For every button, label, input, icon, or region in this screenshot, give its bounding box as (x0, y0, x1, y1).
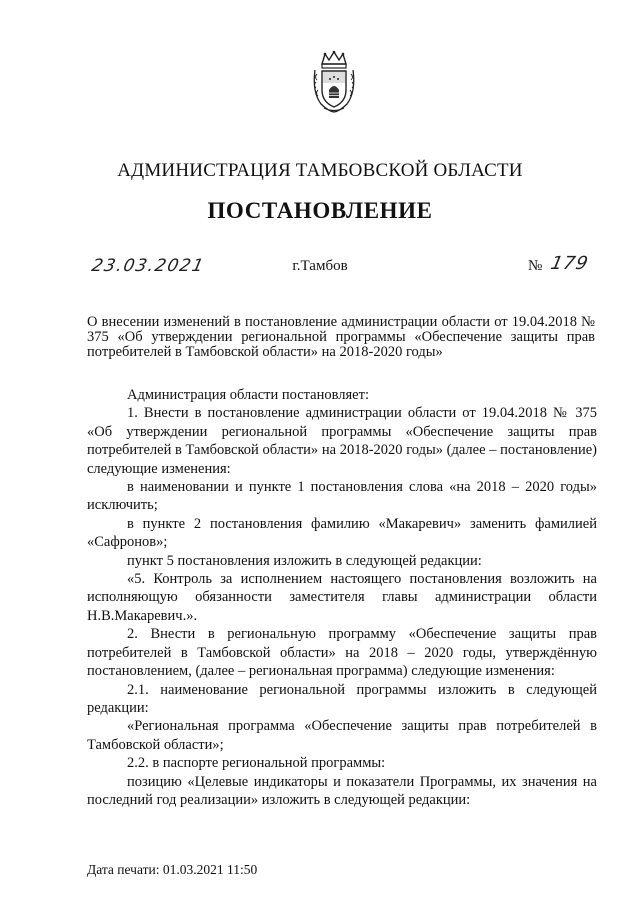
coat-of-arms-emblem (309, 50, 359, 114)
organization-name: АДМИНИСТРАЦИЯ ТАМБОВСКОЙ ОБЛАСТИ (117, 160, 523, 181)
paragraph: позицию «Целевые индикаторы и показатели Программы, их значения на последний год реализации» изложить в следующей редакции: (87, 773, 597, 808)
paragraph: Администрация области постановляет: (127, 387, 369, 403)
paragraph: в наименовании и пункте 1 постановления слова «на 2018 – 2020 годы» исключить; (87, 479, 597, 514)
paragraph: в пункте 2 постановления фамилию «Макаревич» заменить фамилией «Сафронов»; (87, 515, 597, 551)
print-date: Дата печати: 01.03.2021 11:50 (87, 862, 258, 877)
paragraph: 2. Внести в региональную программу «Обеспечение защиты прав потребителей в Тамбовской области» на 2018 – 2020 годы, утверждённую постановлением, (далее – региональная программа) следующие изменения: (87, 626, 597, 680)
crown-shield-icon (309, 50, 359, 114)
document-subject: О внесении изменений в постановление администрации области от 19.04.2018 № 375 «Об утверждении региональной программы «Обеспечение защиты прав потребителей в Тамбовской области» на 2018-2020 годы» (87, 314, 595, 360)
handwritten-number: 179 (548, 253, 591, 274)
paragraph: пункт 5 постановления изложить в следующей редакции: (127, 552, 482, 569)
number-label: № (528, 258, 543, 274)
paragraph: «Региональная программа «Обеспечение защиты прав потребителей в Тамбовской области»; (87, 718, 597, 753)
document-body (87, 386, 597, 809)
city-name: г.Тамбов (292, 258, 348, 274)
handwritten-date: 23.03.2021 (89, 256, 207, 276)
paragraph: 2.1. наименование региональной программы изложить в следующей редакции: (87, 681, 597, 716)
document-type-title: ПОСТАНОВЛЕНИЕ (207, 198, 433, 223)
paragraph: 2.2. в паспорте региональной программы: (127, 755, 386, 772)
paragraph: 1. Внести в постановление администрации области от 19.04.2018 № 375 «Об утверждении региональной программы «Обеспечение защиты прав потребителей в Тамбовской области» на 2018-2020 годы» (далее – постановление) следующие изменения: (87, 405, 597, 477)
paragraph: «5. Контроль за исполнением настоящего постановления возложить на исполняющую обязанности заместителя главы администрации области Н.В.Макаревич.». (87, 571, 597, 624)
